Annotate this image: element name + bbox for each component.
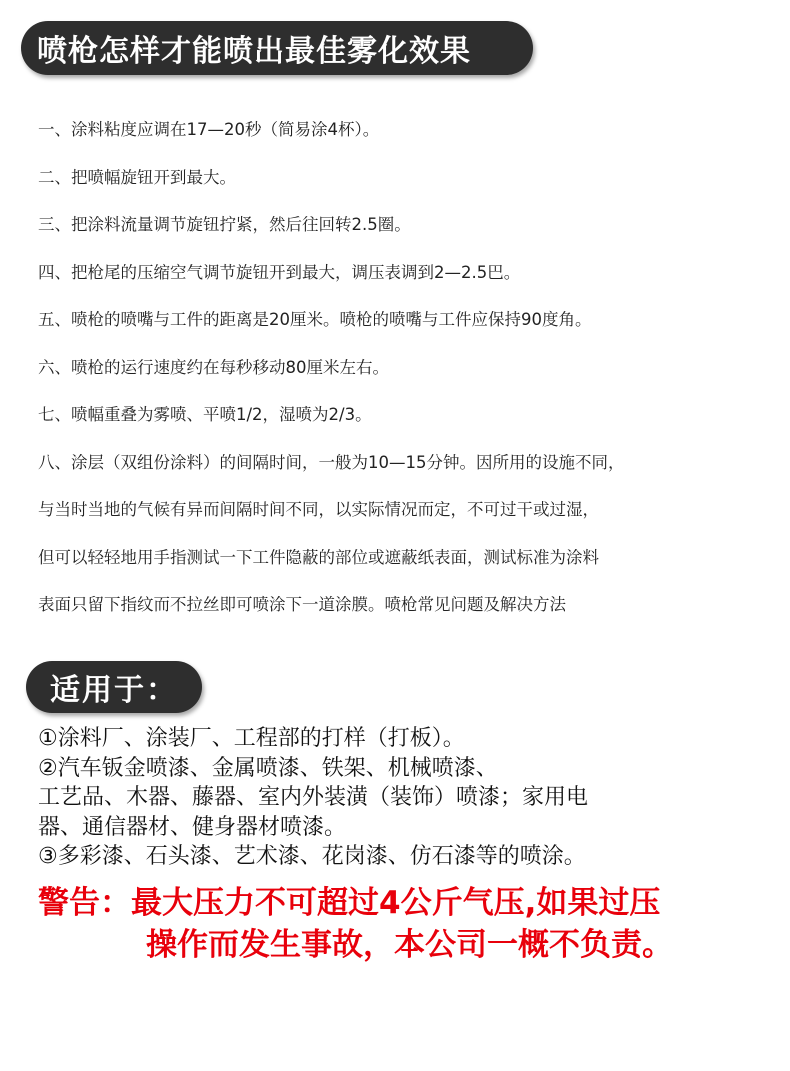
instruction-list bbox=[38, 106, 778, 629]
applicable-heading-banner bbox=[26, 661, 202, 713]
applicable-item-1: ①涂料厂、涂装厂、工程部的打样（打板）。 bbox=[38, 726, 465, 751]
instruction-step-8-continued: 但可以轻轻地用手指测试一下工件隐蔽的部位或遮蔽纸表面，测试标准为涂料 bbox=[38, 547, 599, 567]
applicable-item-2-continued: 工艺品、木器、藤器、室内外装潢（装饰）喷漆；家用电 bbox=[38, 785, 589, 810]
warning-line-2: 操作而发生事故，本公司一概不负责。 bbox=[146, 927, 673, 963]
instruction-step-5: 五、喷枪的喷嘴与工件的距离是20厘米。喷枪的喷嘴与工件应保持90度角。 bbox=[38, 310, 592, 329]
instruction-step-1: 一、涂料粘度应调在17—20秒（简易涂4杯）。 bbox=[38, 120, 380, 139]
applicable-item-2: ②汽车钣金喷漆、金属喷漆、铁架、机械喷漆、 bbox=[38, 755, 498, 781]
warning-line-1: 警告：最大压力不可超过4公斤气压,如果过压 bbox=[38, 885, 661, 921]
applicable-heading: 适用于： bbox=[50, 673, 178, 708]
instruction-step-6: 六、喷枪的运行速度约在每秒移动80厘米左右。 bbox=[38, 357, 389, 377]
applicable-item-2-continued: 器、通信器材、健身器材喷漆。 bbox=[38, 814, 347, 840]
instruction-step-2: 二、把喷幅旋钮开到最大。 bbox=[38, 167, 236, 187]
instruction-step-7: 七、喷幅重叠为雾喷、平喷1/2，湿喷为2/3。 bbox=[38, 405, 372, 424]
title-banner bbox=[21, 21, 533, 75]
applicable-list bbox=[38, 724, 778, 872]
instruction-step-8-continued: 与当时当地的气候有异而间隔时间不同，以实际情况而定，不可过干或过湿， bbox=[38, 500, 599, 519]
instruction-step-3: 三、把涂料流量调节旋钮拧紧，然后往回转2.5圈。 bbox=[38, 215, 411, 234]
instruction-step-8-continued: 表面只留下指纹而不拉丝即可喷涂下一道涂膜。喷枪常见问题及解决方法 bbox=[38, 595, 566, 614]
instruction-step-4: 四、把枪尾的压缩空气调节旋钮开到最大，调压表调到2—2.5巴。 bbox=[38, 262, 521, 282]
applicable-item-3: ③多彩漆、石头漆、艺术漆、花岗漆、仿石漆等的喷涂。 bbox=[38, 844, 586, 869]
instruction-step-8: 八、涂层（双组份涂料）的间隔时间，一般为10—15分钟。因所用的设施不同， bbox=[38, 452, 625, 472]
warning-notice bbox=[38, 882, 778, 966]
page-title: 喷枪怎样才能喷出最佳雾化效果 bbox=[37, 34, 471, 69]
